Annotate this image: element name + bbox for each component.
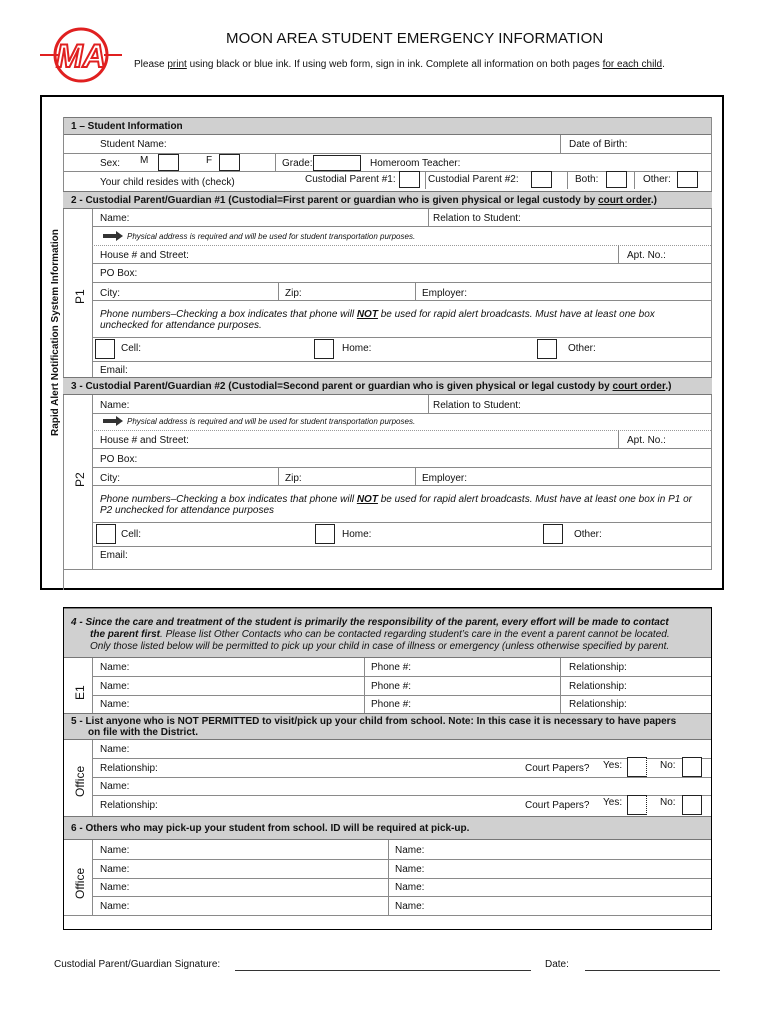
p2-zip-field[interactable]: Zip: (285, 473, 302, 484)
p1-tag: P1 (73, 289, 87, 304)
e1-phone-3[interactable]: Phone #: (371, 699, 412, 710)
section-3-header: 3 - Custodial Parent/Guardian #2 (Custodial=Second parent or guardian who is given physical or legal custody by court order.) (63, 377, 712, 395)
p2-physical-note: Physical address is required and will be used for student transportation purposes. (127, 417, 416, 426)
p1-other-checkbox[interactable] (537, 339, 557, 359)
other-label: Other: (643, 174, 671, 185)
np-court-2: Court Papers? (525, 800, 590, 811)
logo-text: MA (56, 38, 106, 74)
p1-cell-field[interactable]: Cell: (121, 343, 142, 354)
student-name-field[interactable]: Student Name: (100, 139, 167, 150)
p2-home-checkbox[interactable] (315, 524, 335, 544)
section-4-header: 4 - Since the care and treatment of the student is primarily the responsibility of the parent, every effort will be made to contact the parent first. Please list Other Contacts who can be contacted regarding student’s care in the event a parent cannot be located. Only those listed below will be permitted to pick up your child in case of illness or emergency (unless otherwise specified by parent. (64, 608, 711, 658)
p1-cell-checkbox[interactable] (95, 339, 115, 359)
np-no-2-checkbox[interactable] (682, 795, 702, 815)
p2-cell-checkbox[interactable] (96, 524, 116, 544)
p2-house-field[interactable]: House # and Street: (100, 435, 189, 446)
pickup-name-2a[interactable]: Name: (100, 864, 130, 875)
pickup-name-1a[interactable]: Name: (100, 845, 130, 856)
p1-name-field[interactable]: Name: (100, 213, 130, 224)
p1-email-field[interactable]: Email: (100, 365, 128, 376)
cp1-label: Custodial Parent #1: (305, 174, 396, 185)
p1-other-field[interactable]: Other: (568, 343, 596, 354)
p2-city-field[interactable]: City: (100, 473, 120, 484)
e1-name-3[interactable]: Name: (100, 699, 130, 710)
e1-phone-2[interactable]: Phone #: (371, 681, 412, 692)
pickup-name-1b[interactable]: Name: (395, 845, 425, 856)
p2-tag: P2 (73, 472, 87, 487)
cp2-checkbox[interactable] (531, 171, 552, 188)
page-title: MOON AREA STUDENT EMERGENCY INFORMATION (226, 30, 604, 47)
side-label: Rapid Alert Notification System Information (50, 229, 61, 436)
e1-tag: E1 (73, 685, 87, 700)
p2-arrow-icon (103, 416, 123, 426)
e1-rel-1[interactable]: Relationship: (569, 662, 627, 673)
date-label: Date: (545, 959, 569, 970)
p2-other-field[interactable]: Other: (574, 529, 602, 540)
p2-name-field[interactable]: Name: (100, 400, 130, 411)
p1-arrow-icon (103, 231, 123, 241)
section-2-header: 2 - Custodial Parent/Guardian #1 (Custodial=First parent or guardian who is given physical or legal custody by court order.) (63, 191, 712, 209)
both-checkbox[interactable] (606, 171, 627, 188)
sex-m-checkbox[interactable] (158, 154, 179, 171)
e1-phone-1[interactable]: Phone #: (371, 662, 412, 673)
sex-m-label: M (140, 155, 149, 166)
p1-relation-field[interactable]: Relation to Student: (433, 213, 521, 224)
p1-pobox-field[interactable]: PO Box: (100, 268, 138, 279)
pickup-name-4b[interactable]: Name: (395, 901, 425, 912)
section-5-header: 5 - List anyone who is NOT PERMITTED to visit/pick up your child from school. Note: In this case it is necessary to have papers on file with the District. (64, 713, 711, 740)
np-name-2[interactable]: Name: (100, 781, 130, 792)
grade-label: Grade: (282, 158, 313, 169)
e1-name-1[interactable]: Name: (100, 662, 130, 673)
grade-input[interactable] (313, 155, 361, 171)
other-checkbox[interactable] (677, 171, 698, 188)
np-yes-2-label: Yes: (603, 797, 623, 808)
pickup-name-3b[interactable]: Name: (395, 882, 425, 893)
office-tag-6: Office (73, 867, 87, 899)
np-yes-1-checkbox[interactable] (627, 757, 647, 777)
resides-label: Your child resides with (check) (100, 177, 235, 188)
cp1-checkbox[interactable] (399, 171, 420, 188)
p1-city-field[interactable]: City: (100, 288, 120, 299)
p1-phone-note: Phone numbers–Checking a box indicates that phone will NOT be used for rapid alert broadcasts. Must have at least one box unchecked for attendance purposes. (100, 309, 655, 331)
section-6-header: 6 - Others who may pick-up your student from school. ID will be required at pick-up. (64, 816, 711, 840)
np-no-1-checkbox[interactable] (682, 757, 702, 777)
signature-line[interactable] (235, 970, 531, 971)
np-yes-1-label: Yes: (603, 760, 623, 771)
np-rel-1[interactable]: Relationship: (100, 763, 158, 774)
p1-house-field[interactable]: House # and Street: (100, 250, 189, 261)
p1-physical-note: Physical address is required and will be used for student transportation purposes. (127, 232, 416, 241)
sex-label: Sex: (100, 158, 121, 169)
p2-apt-field[interactable]: Apt. No.: (627, 435, 666, 446)
signature-label: Custodial Parent/Guardian Signature: (54, 959, 221, 970)
pickup-name-4a[interactable]: Name: (100, 901, 130, 912)
office-tag-5: Office (73, 765, 87, 797)
p2-other-checkbox[interactable] (543, 524, 563, 544)
p2-cell-field[interactable]: Cell: (121, 529, 142, 540)
np-rel-2[interactable]: Relationship: (100, 800, 158, 811)
np-no-1-label: No: (660, 760, 676, 771)
e1-rel-2[interactable]: Relationship: (569, 681, 627, 692)
sex-f-label: F (206, 155, 213, 166)
section-1-header: 1 – Student Information (63, 117, 712, 135)
np-court-1: Court Papers? (525, 763, 590, 774)
p1-apt-field[interactable]: Apt. No.: (627, 250, 666, 261)
pickup-name-2b[interactable]: Name: (395, 864, 425, 875)
e1-rel-3[interactable]: Relationship: (569, 699, 627, 710)
both-label: Both: (575, 174, 599, 185)
np-yes-2-checkbox[interactable] (627, 795, 647, 815)
np-name-1[interactable]: Name: (100, 744, 130, 755)
p1-employer-field[interactable]: Employer: (422, 288, 468, 299)
moon-area-logo (40, 22, 122, 88)
p2-pobox-field[interactable]: PO Box: (100, 454, 138, 465)
date-line[interactable] (585, 970, 720, 971)
p1-home-checkbox[interactable] (314, 339, 334, 359)
p2-relation-field[interactable]: Relation to Student: (433, 400, 521, 411)
sex-f-checkbox[interactable] (219, 154, 240, 171)
p1-home-field[interactable]: Home: (342, 343, 372, 354)
homeroom-field[interactable]: Homeroom Teacher: (370, 158, 461, 169)
pickup-name-3a[interactable]: Name: (100, 882, 130, 893)
p2-home-field[interactable]: Home: (342, 529, 372, 540)
p2-email-field[interactable]: Email: (100, 550, 128, 561)
e1-name-2[interactable]: Name: (100, 681, 130, 692)
np-no-2-label: No: (660, 797, 676, 808)
cp2-label: Custodial Parent #2: (428, 174, 519, 185)
dob-field[interactable]: Date of Birth: (569, 139, 628, 150)
p2-employer-field[interactable]: Employer: (422, 473, 468, 484)
page-subtitle: Please print using black or blue ink. If using web form, sign in ink. Complete all information on both pages for each child. (134, 59, 665, 70)
p2-phone-note: Phone numbers–Checking a box indicates that phone will NOT be used for rapid alert broadcasts. Must have at least one box in P1 or P2 unchecked for attendance purposes (100, 494, 693, 516)
p1-zip-field[interactable]: Zip: (285, 288, 302, 299)
